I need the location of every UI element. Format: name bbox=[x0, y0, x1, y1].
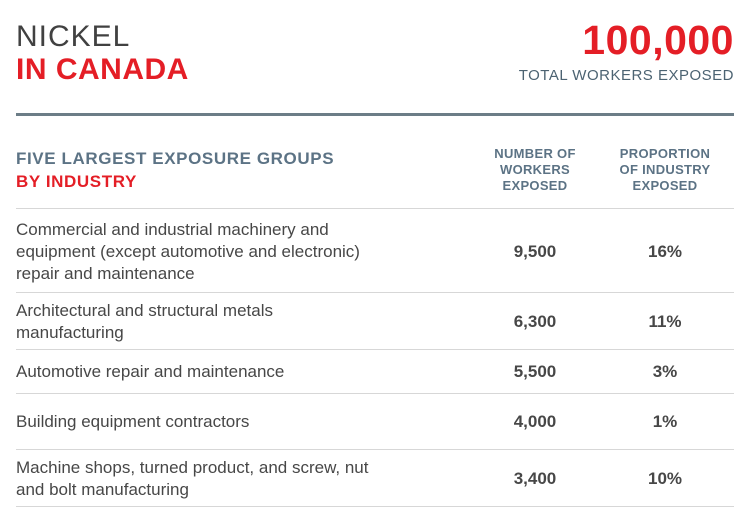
proportion-value: 1% bbox=[652, 412, 678, 431]
column-header-line: NUMBER OF bbox=[494, 146, 576, 161]
page-title: NICKEL bbox=[16, 20, 131, 53]
table-row bbox=[16, 300, 734, 344]
column-header-line: EXPOSED bbox=[632, 178, 698, 193]
industry-label-line: Machine shops, turned product, and screw, nut bbox=[16, 458, 369, 477]
industry-label-line: Commercial and industrial machinery and bbox=[16, 220, 329, 239]
industry-label bbox=[16, 361, 476, 383]
header-divider bbox=[16, 113, 734, 116]
column-header-line: EXPOSED bbox=[502, 178, 568, 193]
row-divider bbox=[16, 393, 734, 394]
section-subheading: BY INDUSTRY bbox=[16, 172, 137, 191]
industry-label bbox=[16, 300, 476, 344]
column-header-proportion bbox=[605, 146, 725, 194]
section-heading: FIVE LARGEST EXPOSURE GROUPS bbox=[16, 149, 335, 168]
workers-value: 6,300 bbox=[513, 312, 557, 331]
industry-label bbox=[16, 457, 476, 501]
column-header-line: PROPORTION bbox=[619, 146, 711, 161]
proportion-value: 10% bbox=[647, 469, 683, 488]
row-divider bbox=[16, 208, 734, 209]
industry-label-line: Automotive repair and maintenance bbox=[16, 362, 285, 381]
column-header-line: WORKERS bbox=[500, 162, 570, 177]
workers-value: 9,500 bbox=[513, 242, 557, 261]
industry-label-line: repair and maintenance bbox=[16, 264, 195, 283]
total-workers-value: 100,000 bbox=[582, 17, 734, 63]
workers-value: 4,000 bbox=[513, 412, 557, 431]
table-row bbox=[16, 361, 734, 383]
table-row bbox=[16, 457, 734, 501]
column-header-line: OF INDUSTRY bbox=[619, 162, 711, 177]
proportion-value: 16% bbox=[647, 242, 683, 261]
row-divider bbox=[16, 292, 734, 293]
row-divider bbox=[16, 449, 734, 450]
workers-value: 5,500 bbox=[513, 362, 557, 381]
row-divider bbox=[16, 506, 734, 507]
industry-label-line: and bolt manufacturing bbox=[16, 480, 189, 499]
page-subtitle: IN CANADA bbox=[16, 53, 189, 86]
row-divider bbox=[16, 349, 734, 350]
table-row bbox=[16, 411, 734, 433]
workers-value: 3,400 bbox=[513, 469, 557, 488]
industry-label bbox=[16, 219, 476, 285]
industry-label-line: manufacturing bbox=[16, 323, 124, 342]
proportion-value: 11% bbox=[648, 312, 682, 331]
industry-label-line: Building equipment contractors bbox=[16, 412, 250, 431]
table-row bbox=[16, 219, 734, 285]
industry-label-line: equipment (except automotive and electronic) bbox=[16, 242, 360, 261]
total-workers-caption: TOTAL WORKERS EXPOSED bbox=[518, 67, 734, 84]
proportion-value: 3% bbox=[652, 362, 678, 381]
industry-label bbox=[16, 411, 476, 433]
industry-label-line: Architectural and structural metals bbox=[16, 301, 273, 320]
column-header-workers bbox=[475, 146, 595, 194]
